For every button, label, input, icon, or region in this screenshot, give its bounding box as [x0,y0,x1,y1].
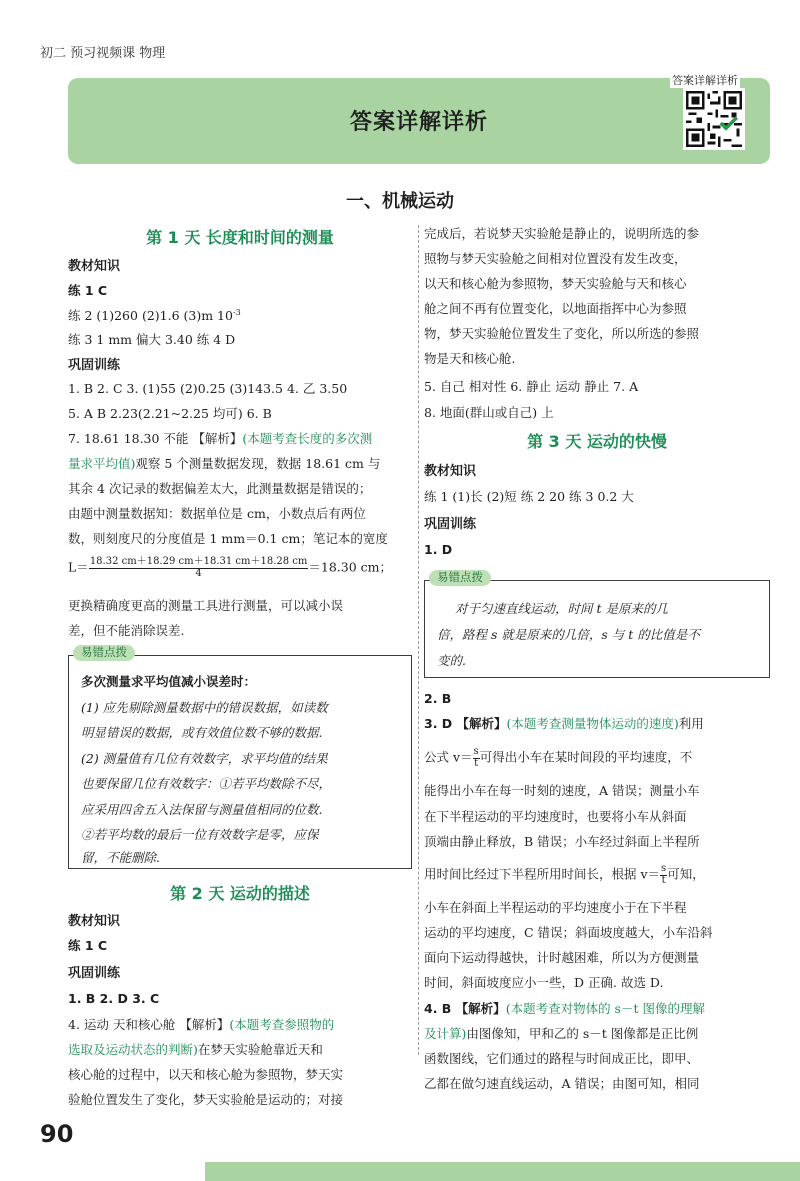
answer-line: 由题中测量数据知：数据单位是 cm，小数点后有两位 [68,506,366,521]
answer-line: 以天和核心舱为参照物，梦天实验舱与天和核心 [424,276,687,291]
subheading: 教材知识 [68,259,121,274]
answer-line: 在下半程运动的平均速度时，也要将小车从斜面 [424,809,687,824]
tip-line: 倍，路程 s 就是原来的几倍，s 与 t 的比值是不 [437,627,700,642]
answer-line: 物是天和核心舱. [424,351,516,366]
answer-line: 量求平均值)观察 5 个测量数据发现，数据 18.61 cm 与 [68,456,381,471]
answer-line: 1. D [424,542,453,557]
tip-line: 应采用四舍五入法保留与测量值相同的位数. [81,802,323,817]
day1-title: 第 1 天 长度和时间的测量 [146,228,334,247]
tip-tag: 易错点拨 [429,570,491,586]
page-number: 90 [40,1120,74,1148]
answer-line: 小车在斜面上半程运动的平均速度小于在下半程 [424,900,687,915]
tip-title: 多次测量求平均值减小误差时： [81,674,257,689]
subheading: 巩固训练 [68,966,121,981]
answer-line: 3. D 【解析】(本题考查测量物体运动的速度)利用 [424,716,704,731]
tip-line: ②若平均数的最后一位有效数字是零，应保 [81,827,319,842]
fraction: $\frac{18.32 cm+18.29 cm+18.31 cm+18.28 cm}{4}$ [89,556,308,579]
title-banner [68,78,770,164]
subheading: 教材知识 [68,914,121,929]
answer-line: 4. B 【解析】(本题考查对物体的 s－t 图像的理解 [424,1001,705,1016]
fraction: $\frac{s}{t}$ [473,746,479,769]
subheading: 巩固训练 [424,517,477,532]
answer-line: 其余 4 次记录的数据偏差太大，此测量数据是错误的； [68,481,372,496]
tip-tag: 易错点拨 [73,645,135,661]
subheading: 巩固训练 [68,358,121,373]
subheading: 教材知识 [424,464,477,479]
answer-line: 5. 自己 相对性 6. 静止 运动 静止 7. A [424,379,639,394]
tip-line: 也要保留几位有效数字：①若平均数除不尽， [81,776,332,791]
answer-line: 1. B 2. D 3. C [68,991,160,1006]
tip-line: 留，不能删除. [81,850,160,865]
tip-line: 对于匀速直线运动，时间 t 是原来的几 [455,601,668,616]
day3-title: 第 3 天 运动的快慢 [527,432,667,451]
answer-line: 选取及运动状态的判断)在梦天实验舱靠近天和 [68,1042,323,1057]
answer-line: 照物与梦天实验舱之间相对位置没有发生改变， [424,251,687,266]
tip-line: 明显错误的数据，或有效值位数不够的数据. [81,725,323,740]
answer-line: 2. B [424,691,452,706]
answer-line: 能得出小车在每一时刻的速度，A 错误；测量小车 [424,783,700,798]
answer-line: 练 1 C [68,283,108,298]
answer-line: 完成后，若说梦天实验舱是静止的，说明所选的参 [424,226,700,241]
answer-line: 练 1 C [68,938,108,953]
fraction: $\frac{s}{t}$ [661,863,667,886]
answer-line: 舱之间不再有位置变化，以地面指挥中心为参照 [424,301,687,316]
answer-line: 时间，斜面坡度应小一些，D 正确. 故选 D. [424,975,664,990]
formula-line: L＝ $\frac{18.32 cm+18.29 cm+18.31 cm+18.28 cm}{4}$ ＝18.30 cm； [68,556,392,579]
answer-line: 4. 运动 天和核心舱 【解析】(本题考查参照物的 [68,1017,335,1032]
answer-line: 物，梦天实验舱位置发生了变化，所以所选的参照 [424,326,700,341]
answer-line: 运动的平均速度，C 错误；斜面坡度越大，小车沿斜 [424,925,713,940]
answer-line: 函数图线，它们通过的路程与时间成正比，即甲、 [424,1051,700,1066]
column-divider [418,225,419,1055]
section-title: 一、机械运动 [346,191,454,212]
qr-label: 答案详解详析 [672,74,738,87]
answer-line: 更换精确度更高的测量工具进行测量，可以减小误 [68,598,344,613]
footer-band [205,1162,800,1181]
answer-line: 面向下运动得越快，计时越困难，所以为方便测量 [424,950,700,965]
answer-line: 核心舱的过程中，以天和核心舱为参照物，梦天实 [68,1067,344,1082]
answer-line: 1. B 2. C 3. (1)55 (2)0.25 (3)143.5 4. 乙 3.50 [68,381,348,396]
tip-box [424,570,770,678]
tip-line: (2) 测量值有几位有效数字，求平均值的结果 [81,751,328,766]
page-title: 答案详解详析 [349,110,488,135]
tip-box [68,645,412,869]
day2-title: 第 2 天 运动的描述 [170,884,310,903]
answer-line: 验舱位置发生了变化，梦天实验舱是运动的；对接 [68,1092,344,1107]
answer-line: 5. A B 2.23(2.21~2.25 均可) 6. B [68,406,272,421]
formula-line: 用时间比经过下半程所用时间长，根据 v＝ $\frac{s}{t}$ 可知， [424,863,705,886]
tip-line: (1) 应先剔除测量数据中的错误数据，如读数 [81,700,328,715]
answer-line: 乙都在做匀速直线运动，A 错误；由图可知，相同 [424,1076,700,1091]
answer-line: 顶端由静止释放，B 错误；小车经过斜面上半程所 [424,834,700,849]
qr-code-icon[interactable] [683,88,745,150]
answer-line: 7. 18.61 18.30 不能 【解析】(本题考查长度的多次测 [68,431,373,446]
answer-line: 及计算)由图像知，甲和乙的 s－t 图像都是正比例 [424,1026,699,1041]
answer-line: 练 2 (1)260 (2)1.6 (3)m $10^{-3}$ [68,308,241,324]
answer-line: 练 1 (1)长 (2)短 练 2 20 练 3 0.2 大 [424,489,634,504]
answer-line: 练 3 1 mm 偏大 3.40 练 4 D [68,332,236,347]
answer-line: 8. 地面(群山或自己) 上 [424,405,554,420]
answer-line: 数，则刻度尺的分度值是 1 mm＝0.1 cm；笔记本的宽度 [68,531,388,546]
tip-line: 变的. [437,653,466,668]
formula-line: 公式 v＝ $\frac{s}{t}$ 可得出小车在某时间段的平均速度，不 [424,746,693,769]
breadcrumb: 初二 预习视频课 物理 [40,46,166,61]
answer-line: 差，但不能消除误差. [68,623,185,638]
